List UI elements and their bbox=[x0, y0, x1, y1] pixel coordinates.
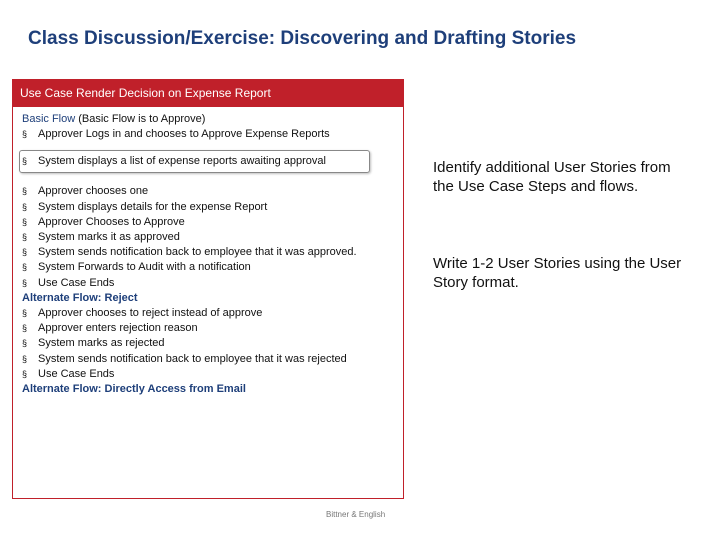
bullet-icon: § bbox=[22, 323, 28, 334]
bullet-icon: § bbox=[22, 247, 28, 258]
basic-flow-steps bbox=[22, 184, 403, 290]
step-text: System Forwards to Audit with a notification bbox=[38, 261, 251, 274]
step-text: System displays details for the expense Report bbox=[38, 200, 268, 213]
list-item bbox=[22, 306, 403, 321]
list-item bbox=[22, 245, 403, 260]
step-text: System marks as rejected bbox=[38, 337, 165, 350]
bullet-icon: § bbox=[22, 262, 28, 273]
list-item bbox=[22, 200, 403, 215]
step-text: System sends notification back to employee that it was approved. bbox=[38, 246, 357, 259]
alternate-flow-email-heading: Alternate Flow: Directly Access from Email bbox=[22, 383, 246, 396]
footer-credit: Bittner & English bbox=[326, 510, 386, 519]
list-item bbox=[22, 336, 403, 351]
bullet-icon: § bbox=[22, 353, 28, 364]
highlighted-step-box bbox=[19, 150, 370, 173]
instruction-write-stories: Write 1-2 User Stories using the User Story format. bbox=[433, 255, 682, 291]
list-item bbox=[22, 154, 361, 169]
step-text: Approver Chooses to Approve bbox=[38, 215, 185, 228]
step-text: System marks it as approved bbox=[38, 231, 180, 244]
step-text: System sends notification back to employee that it was rejected bbox=[38, 352, 347, 365]
list-item bbox=[22, 276, 403, 291]
bullet-icon: § bbox=[22, 186, 28, 197]
bullet-icon: § bbox=[22, 216, 28, 227]
bullet-icon: § bbox=[22, 368, 28, 379]
list-item bbox=[22, 127, 403, 142]
basic-flow-note: (Basic Flow is to Approve) bbox=[75, 113, 206, 125]
list-item bbox=[22, 215, 403, 230]
instruction-identify-stories: Identify additional User Stories from the Use Case Steps and flows. bbox=[433, 159, 671, 195]
basic-flow-heading bbox=[22, 112, 403, 127]
bullet-icon: § bbox=[22, 129, 28, 140]
alternate-flow-reject-steps bbox=[22, 306, 403, 382]
list-item bbox=[22, 260, 403, 275]
basic-flow-label: Basic Flow bbox=[22, 113, 76, 125]
use-case-panel bbox=[12, 79, 404, 499]
bullet-icon: § bbox=[22, 201, 28, 212]
step-text: Approver chooses one bbox=[38, 185, 149, 198]
step-text: System displays a list of expense reports awaiting approval bbox=[38, 155, 326, 168]
list-item bbox=[22, 367, 403, 382]
bullet-icon: § bbox=[22, 277, 28, 288]
panel-header: Use Case Render Decision on Expense Report bbox=[13, 80, 403, 107]
step-text: Approver chooses to reject instead of approve bbox=[38, 307, 263, 320]
step-text: Use Case Ends bbox=[38, 367, 115, 380]
alternate-flow-reject-heading: Alternate Flow: Reject bbox=[22, 291, 138, 304]
step-text: Use Case Ends bbox=[38, 276, 115, 289]
bullet-icon: § bbox=[22, 156, 28, 167]
step-text: Approver enters rejection reason bbox=[38, 322, 198, 335]
panel-body bbox=[13, 107, 403, 397]
step-text: Approver Logs in and chooses to Approve Expense Reports bbox=[38, 128, 330, 141]
slide-title: Class Discussion/Exercise: Discovering and Drafting Stories bbox=[28, 28, 577, 49]
list-item bbox=[22, 184, 403, 199]
list-item bbox=[22, 230, 403, 245]
bullet-icon: § bbox=[22, 232, 28, 243]
bullet-icon: § bbox=[22, 338, 28, 349]
list-item bbox=[22, 352, 403, 367]
list-item bbox=[22, 321, 403, 336]
bullet-icon: § bbox=[22, 308, 28, 319]
